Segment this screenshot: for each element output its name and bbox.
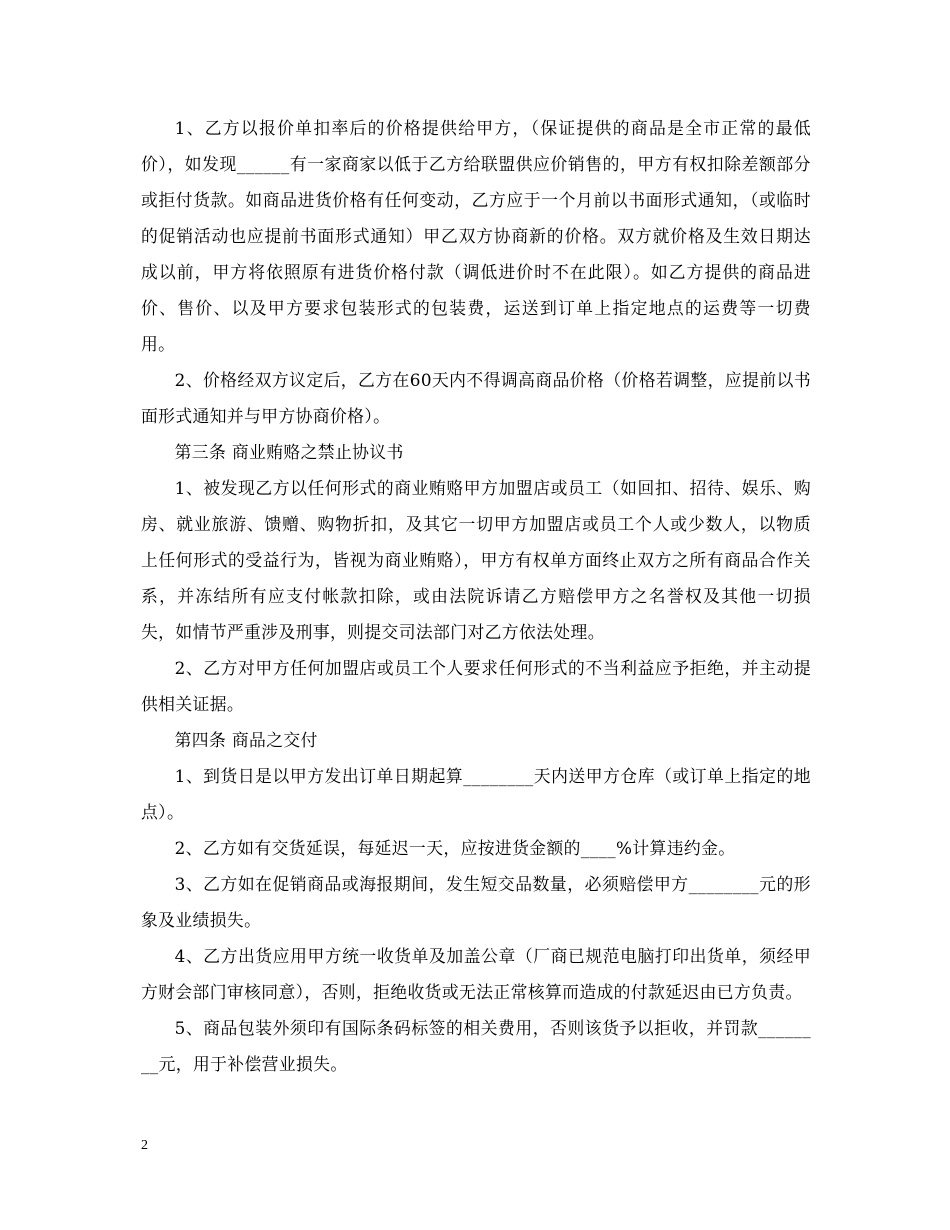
paragraph-delivery-note: 4、乙方出货应用甲方统一收货单及加盖公章（厂商已规范电脑打印出货单，须经甲方财会部门审核同意），否则，拒绝收货或无法正常核算而造成的付款延迟由已方负责。 bbox=[141, 946, 811, 1002]
section-heading-article-4: 第四条 商品之交付 bbox=[174, 730, 318, 750]
page-number: 2 bbox=[141, 1138, 148, 1153]
paragraph-short-delivery: 3、乙方如在促销商品或海报期间，发生短交品数量，必须赔偿甲方________元的形象及业绩损失。 bbox=[141, 874, 811, 930]
paragraph-barcode: 5、商品包装外须印有国际条码标签的相关费用，否则该货予以拒收，并罚款________元，用于补偿营业损失。 bbox=[141, 1018, 811, 1074]
section-heading-article-3: 第三条 商业贿赂之禁止协议书 bbox=[174, 442, 404, 462]
paragraph-delivery-delay: 2、乙方如有交货延误，每延迟一天，应按进货金额的____%计算违约金。 bbox=[174, 838, 736, 858]
paragraph-delivery-date: 1、到货日是以甲方发出订单日期起算________天内送甲方仓库（或订单上指定的地点）。 bbox=[141, 766, 811, 822]
paragraph-bribery-prohibition: 1、被发现乙方以任何形式的商业贿赂甲方加盟店或员工（如回扣、招待、娱乐、购房、就业旅游、馈赠、购物折扣，及其它一切甲方加盟店或员工个人或少数人，以物质上任何形式的受益行为，皆视为商业贿赂），甲方有权单方面终止双方之所有商品合作关系，并冻结所有应支付帐款扣除，或由法院诉请乙方赔偿甲方之名誉权及其他一切损失，如情节严重涉及刑事，则提交司法部门对乙方依法处理。 bbox=[141, 478, 811, 642]
paragraph-price-adjustment: 2、价格经双方议定后，乙方在60天内不得调高商品价格（价格若调整，应提前以书面形式通知并与甲方协商价格）。 bbox=[141, 370, 811, 426]
paragraph-price-offer: 1、乙方以报价单扣率后的价格提供给甲方，（保证提供的商品是全市正常的最低价），如发现______有一家商家以低于乙方给联盟供应价销售的，甲方有权扣除差额部分或拒付货款。如商品进货价格有任何变动，乙方应于一个月前以书面形式通知，（或临时的促销活动也应提前书面形式通知）甲乙双方协商新的价格。双方就价格及生效日期达成以前，甲方将依照原有进货价格付款（调低进价时不在此限）。如乙方提供的商品进价、售价、以及甲方要求包装形式的包装费，运送到订单上指定地点的运费等一切费用。 bbox=[141, 118, 811, 354]
document-body bbox=[141, 110, 811, 1082]
paragraph-improper-benefit: 2、乙方对甲方任何加盟店或员工个人要求任何形式的不当利益应予拒绝，并主动提供相关证据。 bbox=[141, 658, 811, 714]
